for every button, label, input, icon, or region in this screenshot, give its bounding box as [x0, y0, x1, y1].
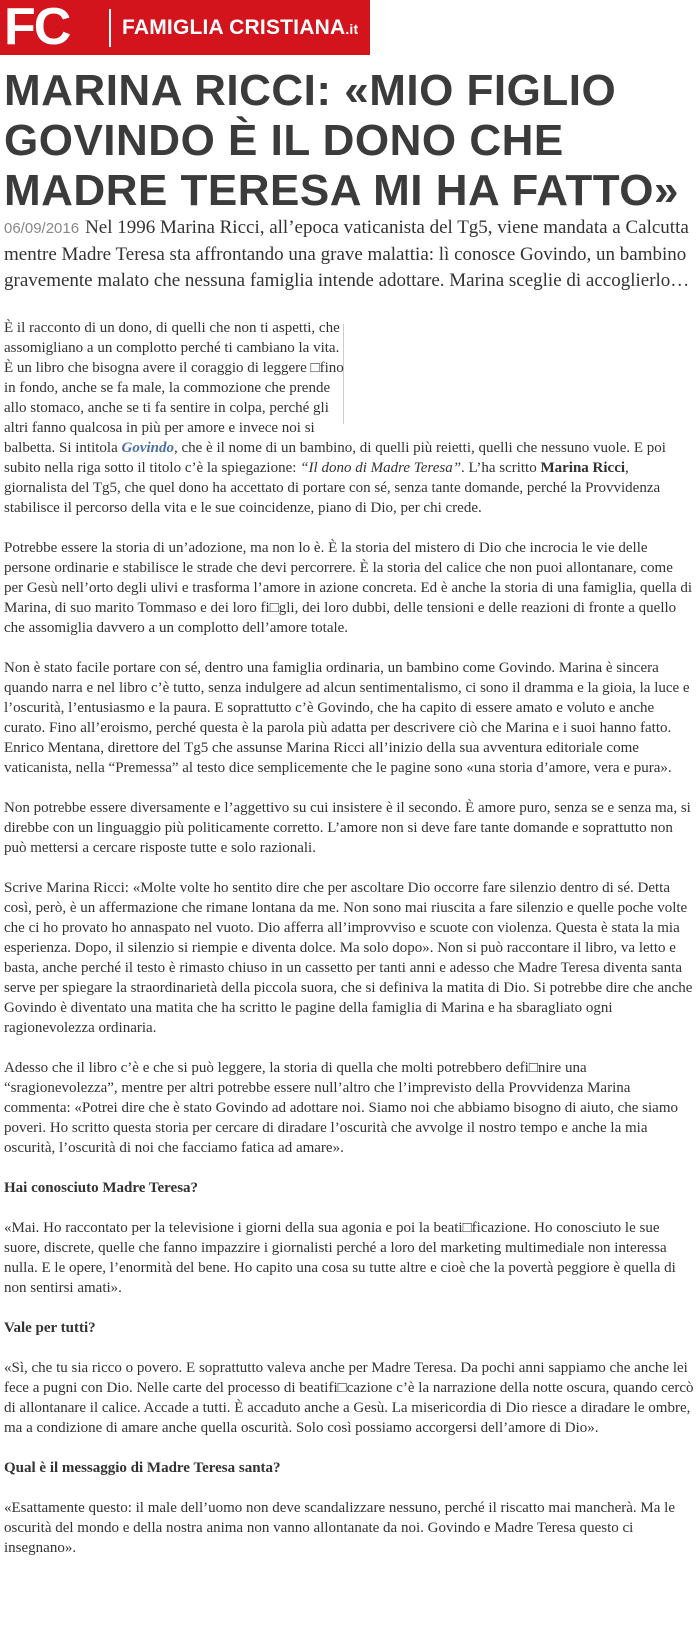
answer-3: «Esattamente questo: il male dell’uomo non deve scandalizzare nessuno, perché il riscatto mai mancherà. Ma le oscurità del mondo e della nostra anima non vanno allontanate da noi. Govindo e Madre Teresa questo ci insegnano».	[4, 1500, 676, 1556]
article-title: MARINA RICCI: «MIO FIGLIO GOVINDO È IL DONO CHE MADRE TERESA MI HA FATTO»	[4, 66, 679, 215]
paragraph-2: Potrebbe essere la storia di un’adozione, ma non lo è. È la storia del mistero di Dio che incrocia le vie delle persone ordinarie e stabilisce le strade che devi percorrere. È la storia del calice che non puoi allontanare, come per Gesù nell’orto degli ulivi e trasforma l’amore in azione concreta. Ed è anche la storia di una famiglia, quella di Marina, di suo marito Tommaso e dei loro fi□gli, dei loro dubbi, delle tensioni e delle reazioni di fronte a quello che assomiglia davvero a un complotto dell’amore totale.	[4, 540, 693, 636]
paragraph-6: Adesso che il libro c’è e che si può leggere, la storia di quella che molti potrebbero defi□nire una “sragionevolezza”, mentre per altri potrebbe essere null’altro che l’imprevisto della Provvidenza Marina commenta: «Potrei dire che è stato Govindo ad adottare noi. Siamo noi che abbiamo bisogno di aiuto, che siamo poveri. Ho scritto questa storia per cercare di diradare l’oscurità che avvolge il nostro tempo e anche la mia oscurità, l’oscurità di noi che facciamo fatica ad amare».	[4, 1060, 679, 1156]
fc-logo-mark: FC	[4, 0, 70, 56]
logo-divider	[109, 9, 111, 47]
question-3: Qual è il messaggio di Madre Teresa santa?	[4, 1460, 281, 1476]
lead-text: Nel 1996 Marina Ricci, all’epoca vaticanista del Tg5, viene mandata a Calcutta mentre Madre Teresa sta affrontando una grave malattia: lì conosce Govindo, un bambino gravemente malato che nessuna famiglia intende adottare. Marina sceglie di accoglierlo…	[4, 217, 690, 291]
article-lead	[4, 215, 694, 294]
answer-1: «Mai. Ho raccontato per la televisione i giorni della sua agonia e poi la beati□ficazione. Ho conosciuto le sue suore, discrete, quelle che fanno impazzire i giornalisti perché a loro del marketing multimediale non interessa nulla. E le opere, l’enormità del bene. Ho capito una cosa su tutte altre e cioè che la povertà peggiore è quella di non sentirsi amati».	[4, 1220, 676, 1296]
article-body	[4, 318, 694, 1578]
paragraph-4: Non potrebbe essere diversamente e l’aggettivo su cui insistere è il secondo. È amore puro, senza se e senza ma, si direbbe con un linguaggio più politicamente corretto. L’amore non si deve fare tante domande e soprattutto non può mettersi a cercare risposte tutte e solo razionali.	[4, 800, 691, 856]
paragraph-1: È il racconto di un dono, di quelli che non ti aspetti, che assomigliano a un complotto perché ti cambiano la vita. È un libro che bisogna avere il coraggio di leggere □fino in fondo, anche se fa male, la commozione che prende allo stomaco, anche se ti fa sentire in colpa, perché gli altri fanno qualcosa in più per amore e invece noi si balbetta. Si intitola Govindo, che è il nome di un bambino, di quelli più reietti, quelli che nessuno vuole. E poi subito nella riga sotto il titolo c’è la spiegazione: “Il dono di Madre Teresa”. L’ha scritto Marina Ricci, giornalista del Tg5, che quel dono ha accettato di portare con sé, senza tante domande, perché la Provvidenza stabilisce il percorso della vita e le sue coincidenze, piano di Dio, per chi crede.	[4, 320, 666, 516]
site-name: FAMIGLIA CRISTIANA.it	[122, 16, 359, 39]
question-2: Vale per tutti?	[4, 1320, 96, 1336]
paragraph-3: Non è stato facile portare con sé, dentro una famiglia ordinaria, un bambino come Govindo. Marina è sincera quando narra e nel libro c’è tutto, senza indulgere ad alcun sentimentalismo, ci sono il dramma e la gioia, la luce e l’oscurità, l’entusiasmo e la paura. E soprattutto c’è Govindo, che ha capito di essere amato e voluto e anche curato. Fino all’eroismo, perché questa è la parola più adatta per descrivere ciò che Marina e i suoi hanno fatto. Enrico Mentana, direttore del Tg5 che assunse Marina Ricci all’inizio della sua avventura editoriale come vaticanista, nella “Premessa” al testo dice semplicemente che le pagine sono «una storia d’amore, vera e pura».	[4, 660, 690, 776]
paragraph-5: Scrive Marina Ricci: «Molte volte ho sentito dire che per ascoltare Dio occorre fare silenzio dentro di sé. Detta così, però, è un affermazione che rimane lontana da me. Non sono mai riuscita a fare silenzio e quelle poche volte che ci ho provato ho annaspato nel vuoto. Dio afferra all’improvviso e scuote con violenza. Questa è stata la mia esperienza. Dopo, il silenzio si riempie e diventa dolce. Ma solo dopo». Non si può raccontare il libro, va letto e basta, anche perché il testo è rimasto chiuso in un cassetto per tanti anni e adesso che Madre Teresa diventa santa serve per spiegare la straordinarietà della piccola suora, che si definiva la matita di Dio. Si potrebbe dire che anche Govindo è diventato una matita che ha scritto le pagine della famiglia di Marina e ha sbaragliato ogni ragionevolezza ordinaria.	[4, 880, 693, 1036]
answer-2: «Sì, che tu sia ricco o povero. E soprattutto valeva anche per Madre Teresa. Da pochi anni sappiamo che anche lei fece a pugni con Dio. Nelle carte del processo di beatifi□cazione c’è la narrazione della notte oscura, quando cercò di allontanare il calice. Accade a tutti. È accaduto anche a Gesù. La misericordia di Dio riesce a diradare le ombre, ma a condizione di amare anche quella oscurità. Solo così possiamo accorgersi dell’amore di Dio».	[4, 1360, 694, 1436]
embedded-media-placeholder	[360, 318, 694, 422]
book-title-link[interactable]: Govindo	[121, 440, 174, 456]
question-1: Hai conosciuto Madre Teresa?	[4, 1180, 199, 1196]
site-header-logo[interactable]	[0, 0, 370, 55]
article-date: 06/09/2016	[4, 220, 80, 237]
